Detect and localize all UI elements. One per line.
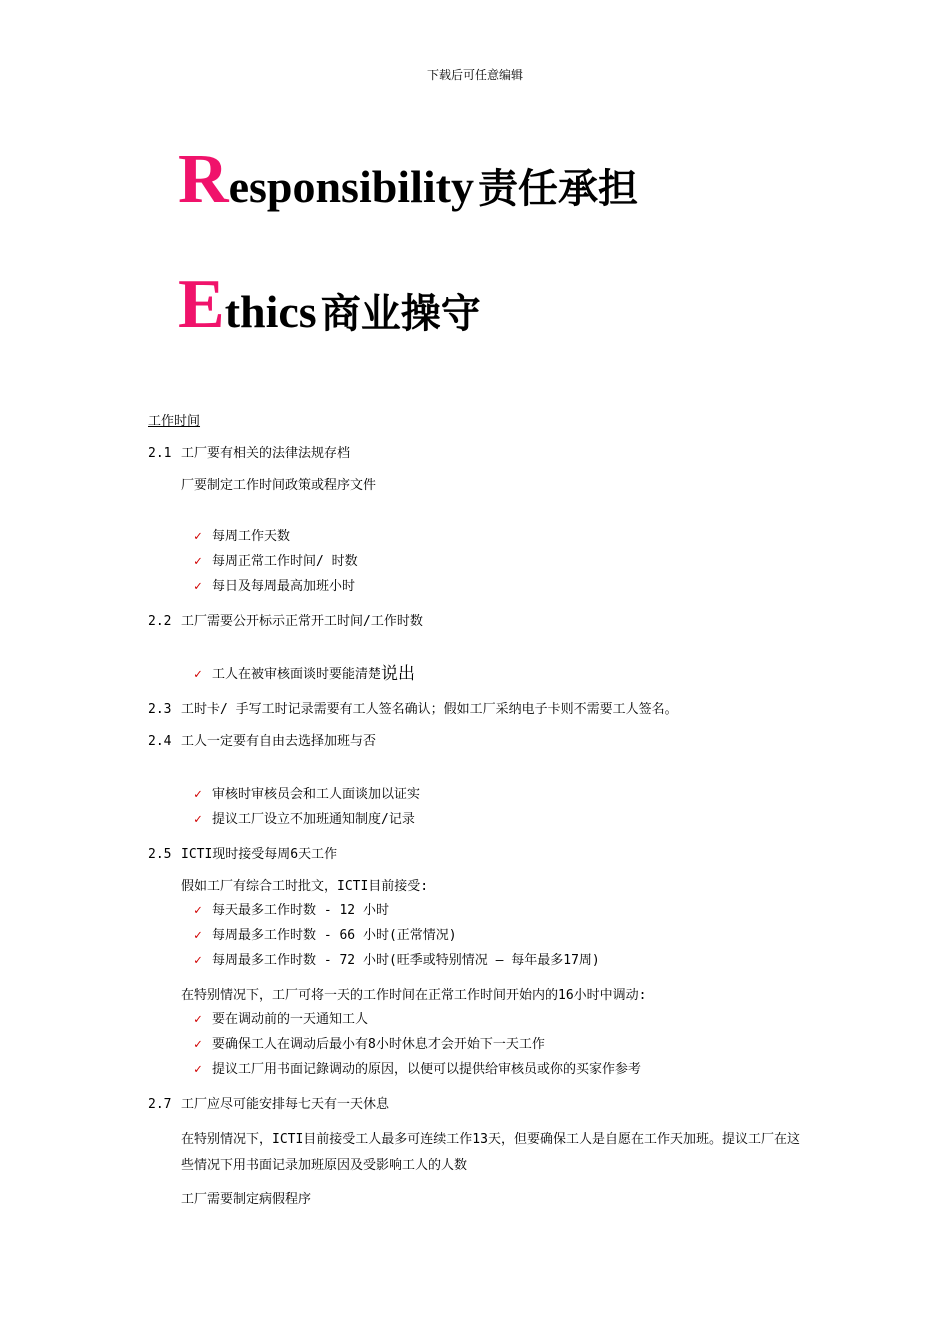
clause-2-5-checklist (194, 898, 808, 973)
clause-text: 工时卡/ 手写工时记录需要有工人签名确认；假如工厂采纳电子卡则不需要工人签名。 (181, 702, 678, 717)
clause-text: ICTI现时接受每周6天工作 (181, 847, 338, 862)
list-item-text: 审核时审核员会和工人面谈加以证实 (212, 787, 421, 802)
list-item (194, 782, 808, 807)
clause-text: 工厂应尽可能安排每七天有一天休息 (181, 1097, 390, 1112)
list-item (194, 524, 808, 549)
title-word: thics (224, 286, 317, 337)
section-title: 工作时间 (148, 414, 201, 429)
list-item-text-large: 说出 (381, 664, 416, 684)
check-icon: ✓ (194, 953, 202, 968)
title-initial: E (178, 266, 225, 343)
list-item (194, 1007, 808, 1032)
list-item-text: 每周最多工作时数 - 66 小时(正常情况) (212, 928, 457, 943)
list-item (194, 923, 808, 948)
check-icon: ✓ (194, 1012, 202, 1027)
clause-2-3 (148, 700, 808, 719)
check-icon: ✓ (194, 554, 202, 569)
list-item-text: 要确保工人在调动后最小有8小时休息才会开始下一天工作 (212, 1037, 545, 1052)
list-item (194, 898, 808, 923)
title-word: esponsibility (228, 161, 474, 212)
check-icon: ✓ (194, 812, 202, 827)
list-item-text: 要在调动前的一天通知工人 (212, 1012, 369, 1027)
clause-2-4-checklist (194, 782, 808, 832)
title-chinese: 商业操守 (320, 291, 481, 337)
page-header: 下载后可任意编辑 (426, 68, 523, 82)
clause-2-1 (148, 444, 808, 463)
title-initial: R (178, 141, 229, 218)
clause-number: 2.7 (148, 1097, 172, 1112)
document-body (148, 410, 808, 1220)
list-item-text: 提议工厂用书面记錄调动的原因，以便可以提供给审核员或你的买家作参考 (212, 1062, 642, 1077)
clause-2-1-checklist (194, 524, 808, 599)
list-item (194, 1032, 808, 1057)
title-chinese: 责任承担 (477, 166, 638, 212)
list-item (194, 549, 808, 574)
check-icon: ✓ (194, 529, 202, 544)
list-item-text: 提议工厂设立不加班通知制度/记录 (212, 812, 415, 827)
clause-2-7-para2: 工厂需要制定病假程序 (181, 1192, 312, 1207)
clause-number: 2.5 (148, 847, 172, 862)
clause-number: 2.2 (148, 614, 172, 629)
list-item-text: 每天最多工作时数 - 12 小时 (212, 903, 389, 918)
clause-number: 2.1 (148, 446, 172, 461)
check-icon: ✓ (194, 1062, 202, 1077)
title-ethics (178, 265, 481, 345)
list-item (194, 807, 808, 832)
list-item-text: 每周工作天数 (212, 529, 291, 544)
list-item (194, 574, 808, 599)
list-item (194, 1057, 808, 1082)
check-icon: ✓ (194, 667, 202, 682)
title-responsibility (178, 140, 638, 220)
clause-number: 2.4 (148, 734, 172, 749)
list-item (194, 662, 808, 687)
clause-2-1-sub: 厂要制定工作时间政策或程序文件 (181, 478, 377, 493)
list-item-text: 每日及每周最高加班小时 (212, 579, 356, 594)
clause-2-2 (148, 612, 808, 631)
clause-text: 工厂需要公开标示正常开工时间/工作时数 (181, 614, 423, 629)
clause-2-7 (148, 1095, 808, 1114)
clause-2-5 (148, 845, 808, 864)
list-item-text: 工人在被审核面谈时要能清楚 (212, 667, 382, 682)
clause-text: 工厂要有相关的法律法规存档 (181, 446, 351, 461)
check-icon: ✓ (194, 903, 202, 918)
check-icon: ✓ (194, 787, 202, 802)
list-item-text: 每周最多工作时数 - 72 小时(旺季或特别情况 – 每年最多17周) (212, 953, 600, 968)
clause-2-4 (148, 732, 808, 751)
clause-number: 2.3 (148, 702, 172, 717)
clause-2-5-sub2: 在特别情况下，工厂可将一天的工作时间在正常工作时间开始内的16小时中调动: (181, 988, 647, 1003)
list-item-text: 每周正常工作时间/ 时数 (212, 554, 358, 569)
check-icon: ✓ (194, 928, 202, 943)
clause-2-7-para: 在特别情况下，ICTI目前接受工人最多可连续工作13天，但要确保工人是自愿在工作天加班。提议工厂在这些情况下用书面记录加班原因及受影响工人的人数 (181, 1132, 800, 1173)
clause-text: 工人一定要有自由去选择加班与否 (181, 734, 377, 749)
check-icon: ✓ (194, 1037, 202, 1052)
list-item (194, 948, 808, 973)
check-icon: ✓ (194, 579, 202, 594)
clause-2-5-checklist-2 (194, 1007, 808, 1082)
clause-2-5-sub: 假如工厂有综合工时批文，ICTI目前接受: (181, 879, 429, 894)
clause-2-2-checklist (194, 662, 808, 687)
